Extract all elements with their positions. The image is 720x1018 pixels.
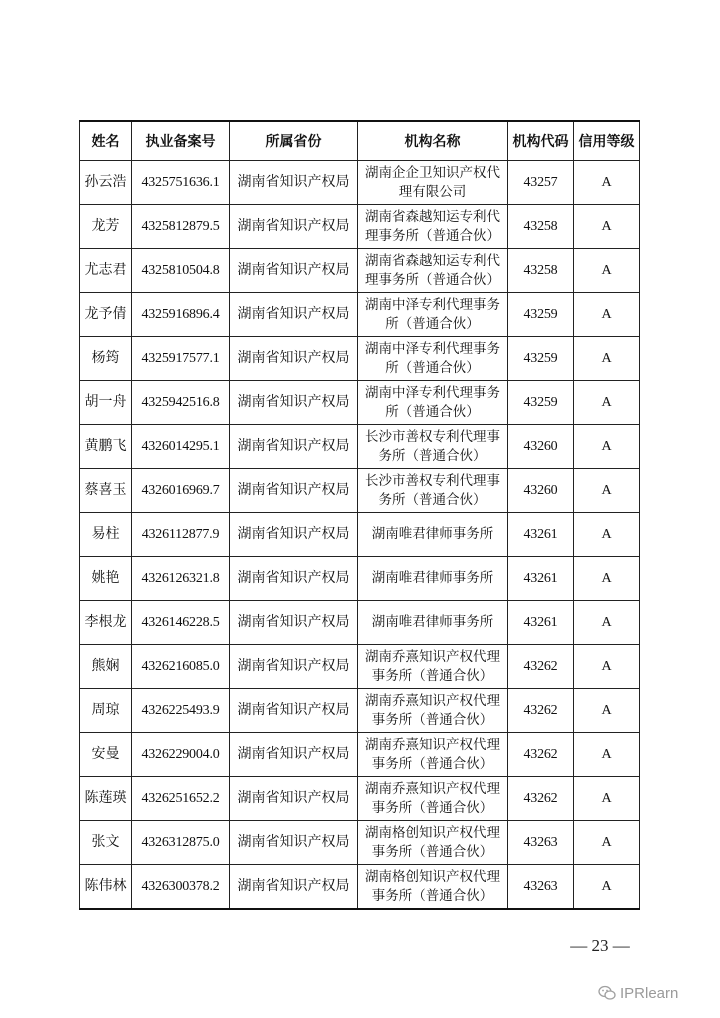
cell-name: 尤志君: [80, 249, 132, 293]
table-row: [80, 425, 640, 469]
header-credit-grade: 信用等级: [574, 121, 640, 161]
cell-record-number: 4326300378.2: [132, 865, 230, 910]
cell-province: 湖南省知识产权局: [230, 557, 358, 601]
table-row: [80, 777, 640, 821]
cell-name: 易柱: [80, 513, 132, 557]
cell-credit-grade: A: [574, 205, 640, 249]
table-row: [80, 601, 640, 645]
cell-province: 湖南省知识产权局: [230, 777, 358, 821]
cell-org-code: 43261: [508, 557, 574, 601]
cell-province: 湖南省知识产权局: [230, 601, 358, 645]
cell-credit-grade: A: [574, 821, 640, 865]
cell-org-name: 湖南省森越知运专利代理事务所（普通合伙）: [358, 249, 508, 293]
cell-org-name: 湖南格创知识产权代理事务所（普通合伙）: [358, 865, 508, 910]
cell-name: 陈伟林: [80, 865, 132, 910]
cell-province: 湖南省知识产权局: [230, 821, 358, 865]
table-row: [80, 381, 640, 425]
table-body: [80, 161, 640, 910]
cell-credit-grade: A: [574, 689, 640, 733]
cell-org-code: 43258: [508, 249, 574, 293]
cell-org-name: 湖南格创知识产权代理事务所（普通合伙）: [358, 821, 508, 865]
cell-record-number: 4326146228.5: [132, 601, 230, 645]
cell-province: 湖南省知识产权局: [230, 689, 358, 733]
cell-org-name: 湖南省森越知运专利代理事务所（普通合伙）: [358, 205, 508, 249]
cell-province: 湖南省知识产权局: [230, 249, 358, 293]
table-row: [80, 865, 640, 910]
cell-org-name: 长沙市善权专利代理事务所（普通合伙）: [358, 469, 508, 513]
cell-province: 湖南省知识产权局: [230, 381, 358, 425]
cell-record-number: 4325810504.8: [132, 249, 230, 293]
cell-name: 胡一舟: [80, 381, 132, 425]
cell-org-code: 43262: [508, 777, 574, 821]
credit-rating-table: [79, 120, 640, 910]
cell-credit-grade: A: [574, 381, 640, 425]
cell-credit-grade: A: [574, 161, 640, 205]
cell-credit-grade: A: [574, 337, 640, 381]
cell-province: 湖南省知识产权局: [230, 733, 358, 777]
table-row: [80, 645, 640, 689]
cell-name: 蔡喜玉: [80, 469, 132, 513]
table-row: [80, 733, 640, 777]
cell-name: 周琼: [80, 689, 132, 733]
cell-org-code: 43257: [508, 161, 574, 205]
cell-name: 熊娴: [80, 645, 132, 689]
table-row: [80, 469, 640, 513]
cell-province: 湖南省知识产权局: [230, 469, 358, 513]
cell-org-name: 湖南中泽专利代理事务所（普通合伙）: [358, 381, 508, 425]
cell-org-name: 湖南中泽专利代理事务所（普通合伙）: [358, 337, 508, 381]
cell-record-number: 4326112877.9: [132, 513, 230, 557]
cell-credit-grade: A: [574, 293, 640, 337]
cell-org-name: 湖南乔熹知识产权代理事务所（普通合伙）: [358, 777, 508, 821]
table-row: [80, 205, 640, 249]
cell-province: 湖南省知识产权局: [230, 293, 358, 337]
watermark-text: IPRlearn: [620, 984, 679, 1002]
cell-credit-grade: A: [574, 645, 640, 689]
cell-record-number: 4325812879.5: [132, 205, 230, 249]
cell-name: 杨筠: [80, 337, 132, 381]
cell-org-code: 43259: [508, 293, 574, 337]
cell-credit-grade: A: [574, 865, 640, 910]
cell-record-number: 4326225493.9: [132, 689, 230, 733]
cell-record-number: 4326251652.2: [132, 777, 230, 821]
cell-org-name: 湖南唯君律师事务所: [358, 513, 508, 557]
cell-province: 湖南省知识产权局: [230, 865, 358, 910]
watermark: [598, 982, 678, 1004]
cell-credit-grade: A: [574, 601, 640, 645]
table-row: [80, 337, 640, 381]
header-org-name: 机构名称: [358, 121, 508, 161]
cell-org-name: 湖南乔熹知识产权代理事务所（普通合伙）: [358, 689, 508, 733]
table-row: [80, 293, 640, 337]
cell-credit-grade: A: [574, 425, 640, 469]
cell-org-code: 43263: [508, 865, 574, 910]
table-row: [80, 513, 640, 557]
cell-credit-grade: A: [574, 777, 640, 821]
cell-record-number: 4326014295.1: [132, 425, 230, 469]
header-org-code: 机构代码: [508, 121, 574, 161]
cell-org-code: 43259: [508, 381, 574, 425]
table-header-row: [80, 121, 640, 161]
cell-org-name: 湖南唯君律师事务所: [358, 557, 508, 601]
cell-credit-grade: A: [574, 513, 640, 557]
cell-name: 张文: [80, 821, 132, 865]
cell-record-number: 4325917577.1: [132, 337, 230, 381]
table-row: [80, 689, 640, 733]
cell-org-code: 43260: [508, 425, 574, 469]
wechat-icon: [598, 985, 616, 1001]
cell-name: 姚艳: [80, 557, 132, 601]
table-row: [80, 161, 640, 205]
cell-org-name: 湖南企企卫知识产权代理有限公司: [358, 161, 508, 205]
cell-province: 湖南省知识产权局: [230, 161, 358, 205]
cell-org-name: 长沙市善权专利代理事务所（普通合伙）: [358, 425, 508, 469]
cell-org-code: 43262: [508, 645, 574, 689]
cell-credit-grade: A: [574, 249, 640, 293]
cell-credit-grade: A: [574, 469, 640, 513]
cell-name: 孙云浩: [80, 161, 132, 205]
header-record-number: 执业备案号: [132, 121, 230, 161]
cell-record-number: 4326126321.8: [132, 557, 230, 601]
cell-org-code: 43259: [508, 337, 574, 381]
cell-province: 湖南省知识产权局: [230, 205, 358, 249]
cell-name: 龙予倩: [80, 293, 132, 337]
cell-org-code: 43258: [508, 205, 574, 249]
page-number: — 23 —: [570, 936, 630, 955]
cell-org-code: 43263: [508, 821, 574, 865]
cell-org-code: 43262: [508, 689, 574, 733]
cell-record-number: 4325916896.4: [132, 293, 230, 337]
table-row: [80, 249, 640, 293]
cell-province: 湖南省知识产权局: [230, 425, 358, 469]
cell-name: 李根龙: [80, 601, 132, 645]
cell-name: 龙芳: [80, 205, 132, 249]
cell-org-name: 湖南乔熹知识产权代理事务所（普通合伙）: [358, 645, 508, 689]
cell-record-number: 4326229004.0: [132, 733, 230, 777]
cell-name: 安曼: [80, 733, 132, 777]
cell-credit-grade: A: [574, 733, 640, 777]
cell-org-name: 湖南中泽专利代理事务所（普通合伙）: [358, 293, 508, 337]
cell-name: 黄鹏飞: [80, 425, 132, 469]
cell-record-number: 4325751636.1: [132, 161, 230, 205]
header-province: 所属省份: [230, 121, 358, 161]
cell-org-code: 43261: [508, 601, 574, 645]
cell-province: 湖南省知识产权局: [230, 645, 358, 689]
cell-org-code: 43261: [508, 513, 574, 557]
cell-record-number: 4325942516.8: [132, 381, 230, 425]
header-name: 姓名: [80, 121, 132, 161]
cell-credit-grade: A: [574, 557, 640, 601]
table-row: [80, 557, 640, 601]
cell-record-number: 4326016969.7: [132, 469, 230, 513]
cell-province: 湖南省知识产权局: [230, 337, 358, 381]
cell-org-code: 43260: [508, 469, 574, 513]
cell-org-code: 43262: [508, 733, 574, 777]
cell-org-name: 湖南乔熹知识产权代理事务所（普通合伙）: [358, 733, 508, 777]
cell-org-name: 湖南唯君律师事务所: [358, 601, 508, 645]
table-row: [80, 821, 640, 865]
cell-record-number: 4326216085.0: [132, 645, 230, 689]
cell-name: 陈莲瑛: [80, 777, 132, 821]
cell-province: 湖南省知识产权局: [230, 513, 358, 557]
cell-record-number: 4326312875.0: [132, 821, 230, 865]
